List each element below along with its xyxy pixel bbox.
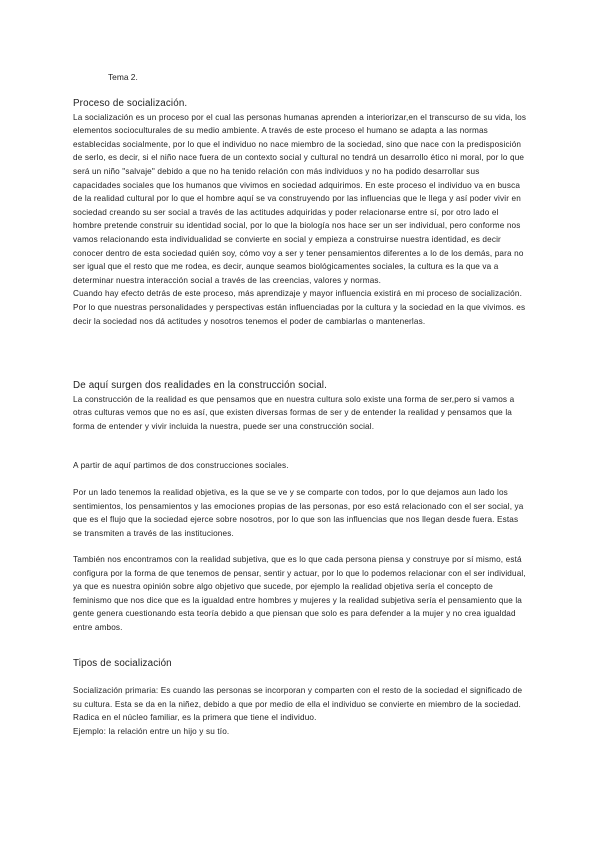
section-socializacion bbox=[73, 97, 529, 328]
paragraph-realidad-objetiva bbox=[73, 486, 529, 540]
section-heading: Proceso de socialización. bbox=[73, 98, 188, 109]
paragraph-partir bbox=[73, 459, 529, 473]
paragraph: Por un lado tenemos la realidad objetiva, es la que se ve y se comparte con todos, por lo que dejamos aun lado los sentimientos, los pensamientos y las emociones propias de las personas, por eso está relacionado con el ser social, ya que es el flujo que la sociedad ejerce sobre nosotros, por lo que son las influencias que nos llegan desde fuera. Estas se transmiten a través de las instituciones. bbox=[73, 488, 524, 538]
example-line: Ejemplo: la relación entre un hijo y su tío. bbox=[73, 726, 230, 736]
section-tipos bbox=[73, 657, 529, 671]
paragraph: La construcción de la realidad es que pensamos que en nuestra cultura solo existe una forma de ser,pero si vamos a otras culturas vemos que no es así, que existen diversas formas de ser y de entender la realidad y pensamos que la forma de entender y vivir incluida la nuestra, puede ser una construcción social. bbox=[73, 394, 515, 431]
paragraph: Cuando hay efecto detrás de este proceso, más aprendizaje y mayor influencia existirá en mi proceso de socialización. Por lo que nuestras personalidades y perspectivas están influenciadas por la cultura y la sociedad en la que vivimos. es decir la sociedad nos dá actitudes y nosotros tenemos el poder de cambiarlas o mantenerlas. bbox=[73, 289, 526, 326]
section-heading: De aquí surgen dos realidades en la construcción social. bbox=[73, 380, 328, 391]
paragraph: También nos encontramos con la realidad subjetiva, que es lo que cada persona piensa y construye por sí mismo, está configura por la forma de que tenemos de pensar, sentir y actuar, por lo que lo podemos relacionar con el ser individual, ya que es nuestra opinión sobre algo objetivo que sucede, por ejemplo la realidad objetiva sería el concepto de feminismo que nos dice que es la igualdad entre hombres y mujeres y la realidad subjetiva sería el pensamiento que la gente genera cuestionando esta teoría debido a que piensan que solo es para defender a la mujer y no crea igualdad entre ambos. bbox=[73, 555, 526, 632]
paragraph-realidad-subjetiva bbox=[73, 553, 529, 635]
paragraph: A partir de aquí partimos de dos construcciones sociales. bbox=[73, 461, 289, 470]
paragraph: Socialización primaria: Es cuando las personas se incorporan y comparten con el resto de la sociedad el significado de su cultura. Esta se da en la niñez, debido a que por medio de ella el individuo se convierte en miembro de la sociedad. Radica en el núcleo familiar, es la primera que tiene el individuo. bbox=[73, 686, 523, 723]
section-realidades bbox=[73, 379, 529, 433]
paragraph-socializacion-primaria bbox=[73, 684, 529, 738]
paragraph: La socialización es un proceso por el cual las personas humanas aprenden a interiorizar,en el transcurso de su vida, los elementos socioculturales de su medio ambiente. A través de este proceso el humano se adapta a las normas establecidas socialmente, por lo que el individuo no nace miembro de la sociedad, sino que nace con la predisposición de serlo, es decir, si el niño nace fuera de un contexto social y cultural no tendrá un desarrollo ético ni moral, por lo que será un niño "salvaje" debido a que no ha tenido relación con más individuos y no ha podido desarrollar sus capacidades sociales que los humanos que vivimos en sociedad adquirimos. En este proceso el individuo va en busca de la realidad cultural por lo que el hombre aquí se va construyendo por las influencias que le llega y así poder vivir en sociedad creando su ser social a través de las actitudes adquiridas y poder relacionarse entre sí, por otro lado el hombre pretende construir su identidad social, por lo que la biología nos hace ser un ser individual, pero conforme nos vamos relacionando esta individualidad se convierte en social y empieza a construirse nuestra identidad, es decir conocer dentro de esta sociedad quién soy, cómo voy a ser y tener pensamientos diferentes a lo de los demás, para no ser igual que el resto que me rodea, es decir, aunque seamos biológicamentes sociales, la cultura es la que va a determinar nuestra interacción social a través de las creencias, valores y normas. bbox=[73, 112, 527, 285]
topic-label: Tema 2. bbox=[108, 72, 138, 82]
section-heading: Tipos de socialización bbox=[73, 658, 172, 669]
